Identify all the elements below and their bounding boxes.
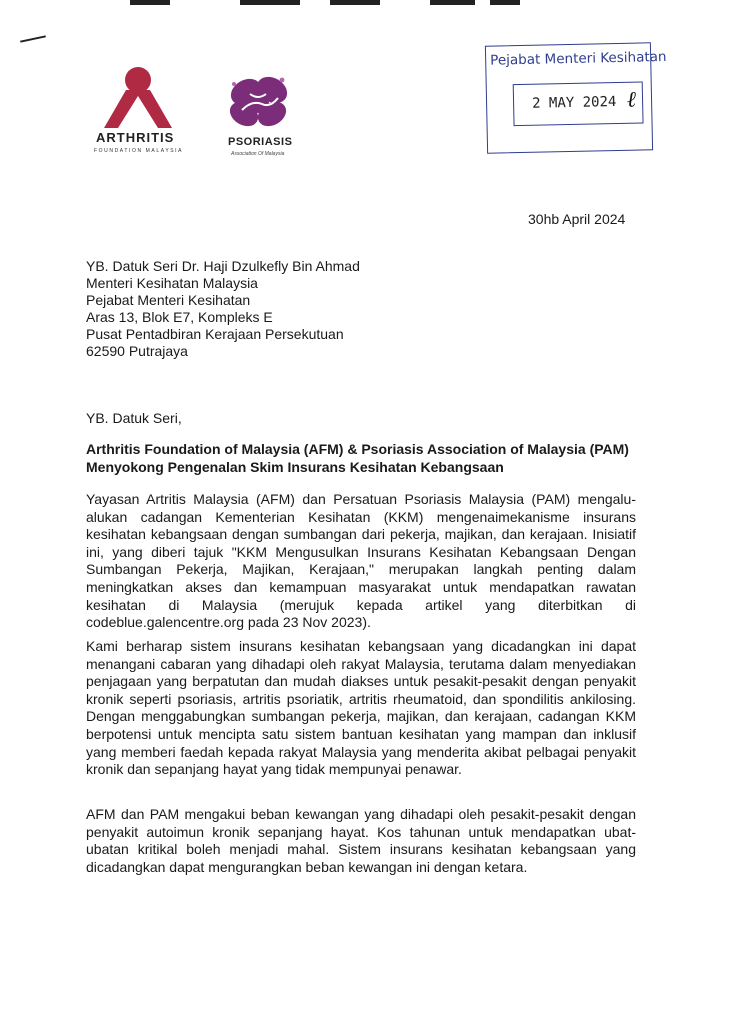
body-paragraph: Kami berharap sistem insurans kesihatan kebangsaan yang dicadangkan ini dapat menangani cabaran yang dihadapi oleh rakyat Malaysia, terutama dalam menyediakan penjagaan yang berpatutan dan mudah diakses untuk pesakit-pesakit dengan penyakit kronik seperti psoriasis, artritis psoriatik, artritis rheumatoid, dan spondilitis ankilosing. Dengan menggabungkan sumbangan pekerja, majikan, dan kerajaan, cadangan KKM berpotensi untuk mencipta satu sistem bantuan kesihatan yang mampan dan inklusif yang memberi faedah kepada rakyat Malaysia yang menderita akibat pelbagai penyakit kronik dan sepanjang hayat yang tidak mempunyai penawar. <box>86 638 636 778</box>
address-line: Aras 13, Blok E7, Kompleks E <box>86 309 273 325</box>
scan-artifact-mark <box>20 35 46 42</box>
arthritis-logo-name: ARTHRITIS <box>96 130 175 145</box>
address-line: Pejabat Menteri Kesihatan <box>86 292 251 308</box>
arthritis-logo-subtitle: FOUNDATION MALAYSIA <box>94 148 184 154</box>
stamp-date: 2 MAY 2024 <box>531 94 617 112</box>
address-line: Pusat Pentadbiran Kerajaan Persekutuan <box>86 326 344 342</box>
stamp-date-box <box>513 81 644 126</box>
address-line: YB. Datuk Seri Dr. Haji Dzulkefly Bin Ahmad <box>86 258 360 274</box>
recipient-address <box>86 258 360 360</box>
letter-subject: Arthritis Foundation of Malaysia (AFM) & Psoriasis Association of Malaysia (PAM) Menyokong Pengenalan Skim Insurans Kesihatan Kebangsaan <box>86 441 629 475</box>
arthritis-foundation-logo <box>86 66 190 130</box>
address-line: Menteri Kesihatan Malaysia <box>86 275 258 291</box>
address-line: 62590 Putrajaya <box>86 343 188 359</box>
scan-artifact-top <box>130 0 520 5</box>
salutation: YB. Datuk Seri, <box>86 410 182 426</box>
body-paragraph: Yayasan Artritis Malaysia (AFM) dan Persatuan Psoriasis Malaysia (PAM) mengalu-alukan cadangan Kementerian Kesihatan (KKM) mengenaimekanisme insurans kesihatan kebangsaan dengan sumbangan dari pekerja, majikan, dan kerajaan. Inisiatif ini, yang diberi tajuk "KKM Mengusulkan Insurans Kesihatan Kebangsaan Dengan Sumbangan Pekerja, Majikan, Kerajaan," merupakan langkah penting dalam meningkatkan akses dan kemampuan masyarakat untuk mendapatkan rawatan kesihatan di Malaysia (merujuk kepada artikel yang diterbitkan di codeblue.galencentre.org pada 23 Nov 2023). <box>86 491 636 631</box>
body-paragraph: AFM dan PAM mengakui beban kewangan yang dihadapi oleh pesakit-pesakit dengan penyakit autoimun kronik sepanjang hayat. Kos tahunan untuk mendapatkan ubat-ubatan kritikal boleh menjadi mahal. Sistem insurans kesihatan kebangsaan yang dicadangkan dapat mengurangkan beban kewangan ini dengan ketara. <box>86 806 636 875</box>
letter-date: 30hb April 2024 <box>528 211 626 227</box>
received-stamp <box>485 42 667 153</box>
psoriasis-logo-subtitle: Association Of Malaysia <box>231 151 285 157</box>
psoriasis-association-logo <box>222 70 298 134</box>
psoriasis-logo-name: PSORIASIS <box>228 136 293 148</box>
stamp-title: Pejabat Menteri Kesihatan <box>490 48 667 69</box>
stamp-initial-signature: ℓ <box>626 87 637 113</box>
